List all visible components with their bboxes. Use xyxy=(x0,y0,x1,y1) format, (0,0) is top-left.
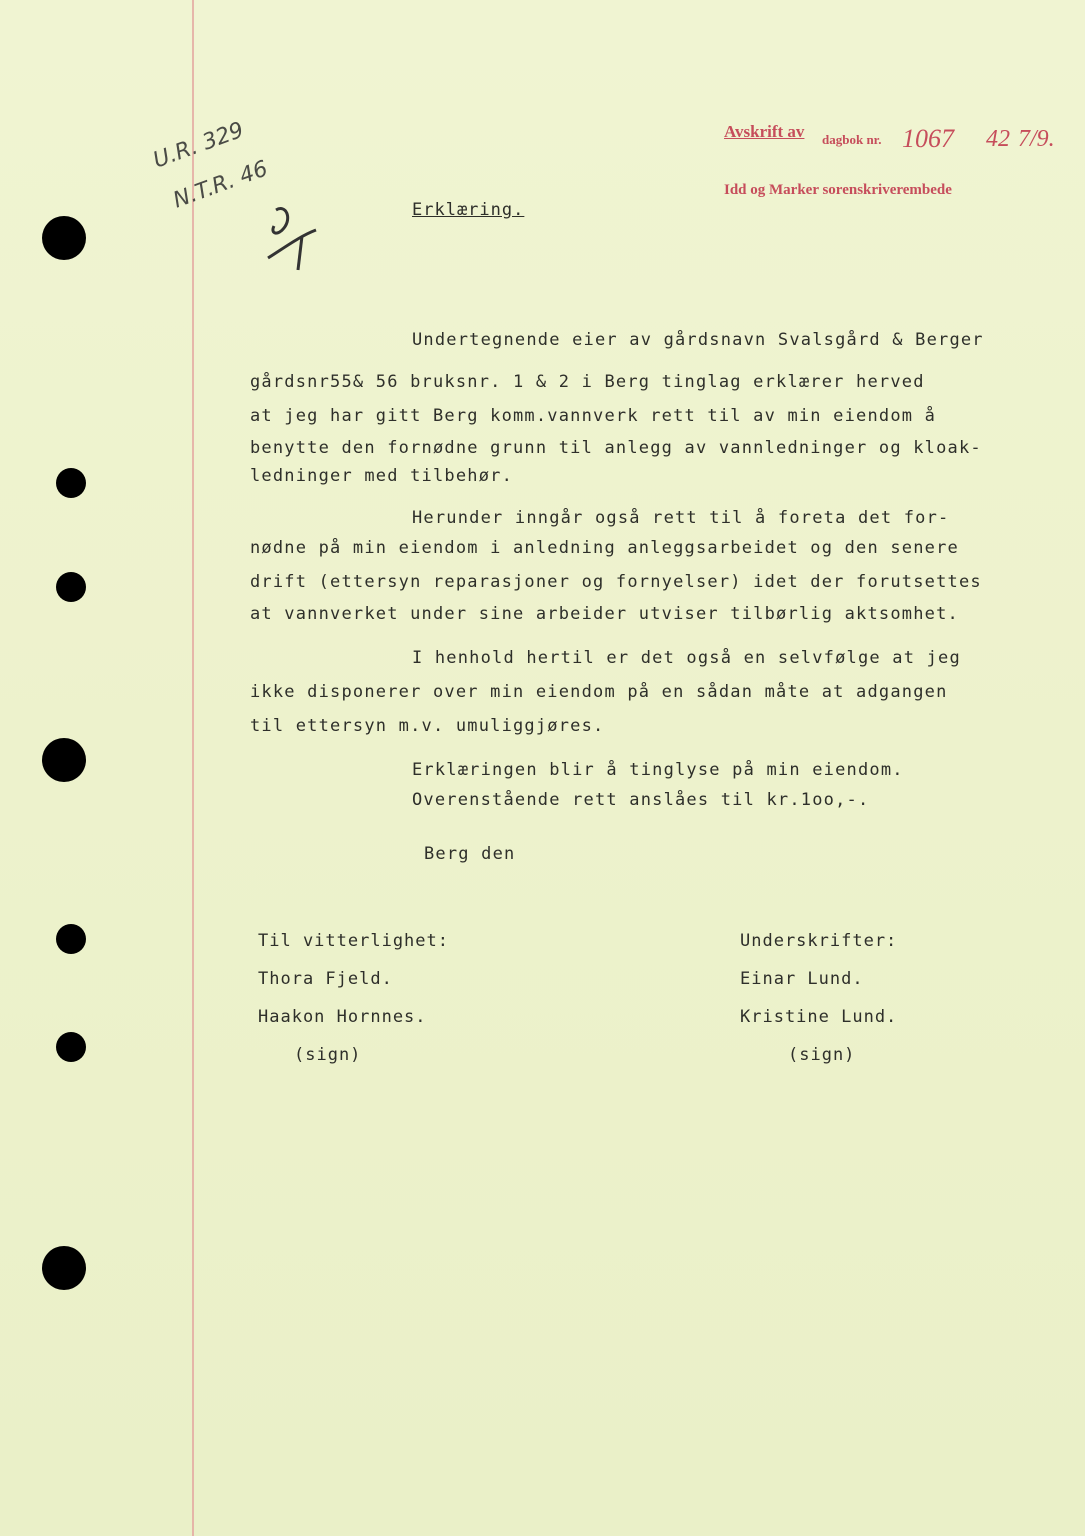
body-line: I henhold hertil er det også en selvfølge at jeg xyxy=(412,648,961,668)
witness-block xyxy=(258,922,449,1074)
body-line: til ettersyn m.v. umuliggjøres. xyxy=(250,716,605,736)
punch-hole xyxy=(56,1032,86,1062)
stamp-year: 42 xyxy=(986,126,1010,152)
punch-hole xyxy=(56,468,86,498)
punch-hole xyxy=(56,572,86,602)
body-line: gårdsnr55& 56 bruksnr. 1 & 2 i Berg tinglag erklærer herved xyxy=(250,372,925,392)
punch-hole xyxy=(42,1246,86,1290)
registry-stamp xyxy=(724,122,1064,212)
signatory-name: Kristine Lund. xyxy=(740,1007,898,1027)
body-line: nødne på min eiendom i anledning anleggsarbeidet og den senere xyxy=(250,538,959,558)
stamp-office: Idd og Marker sorenskriverembede xyxy=(724,182,952,198)
punch-hole xyxy=(42,738,86,782)
margin-rule xyxy=(192,0,194,1536)
witness-sign: (sign) xyxy=(294,1045,362,1065)
body-line: Herunder inngår også rett til å foreta det for- xyxy=(412,508,950,528)
body-line: at jeg har gitt Berg komm.vannverk rett til av min eiendom å xyxy=(250,406,937,426)
punch-hole xyxy=(56,924,86,954)
signatory-sign: (sign) xyxy=(788,1045,856,1065)
body-line: ikke disponerer over min eiendom på en sådan måte at adgangen xyxy=(250,682,948,702)
place-date: Berg den xyxy=(424,844,516,864)
witness-name: Haakon Hornnes. xyxy=(258,1007,427,1027)
stamp-line1b: dagbok nr. xyxy=(822,132,882,147)
body-line: drift (ettersyn reparasjoner og fornyelser) idet der forutsettes xyxy=(250,572,982,592)
body-line: ledninger med tilbehør. xyxy=(250,466,514,486)
handwritten-mark xyxy=(262,200,322,272)
margin-note-1: U.R. 329 xyxy=(150,117,248,174)
body-line: at vannverket under sine arbeider utviser tilbørlig aktsomhet. xyxy=(250,604,959,624)
signatory-heading: Underskrifter: xyxy=(740,931,898,951)
signatory-name: Einar Lund. xyxy=(740,969,864,989)
stamp-line1: Avskrift av xyxy=(724,122,805,141)
punch-hole xyxy=(42,216,86,260)
body-line: Erklæringen blir å tinglyse på min eiendom. xyxy=(412,760,904,780)
document-title: Erklæring. xyxy=(412,200,525,220)
witness-heading: Til vitterlighet: xyxy=(258,931,449,951)
stamp-date: 7/9. xyxy=(1018,126,1055,152)
witness-name: Thora Fjeld. xyxy=(258,969,393,989)
signatory-block xyxy=(740,922,897,1074)
stamp-record-no: 1067 xyxy=(902,124,954,153)
margin-note-2: N.T.R. 46 xyxy=(170,156,272,214)
body-line: Overenstående rett anslåes til kr.1oo,-. xyxy=(412,790,870,810)
body-line: benytte den fornødne grunn til anlegg av vannledninger og kloak- xyxy=(250,438,982,458)
body-line: Undertegnende eier av gårdsnavn Svalsgård & Berger xyxy=(412,330,984,350)
